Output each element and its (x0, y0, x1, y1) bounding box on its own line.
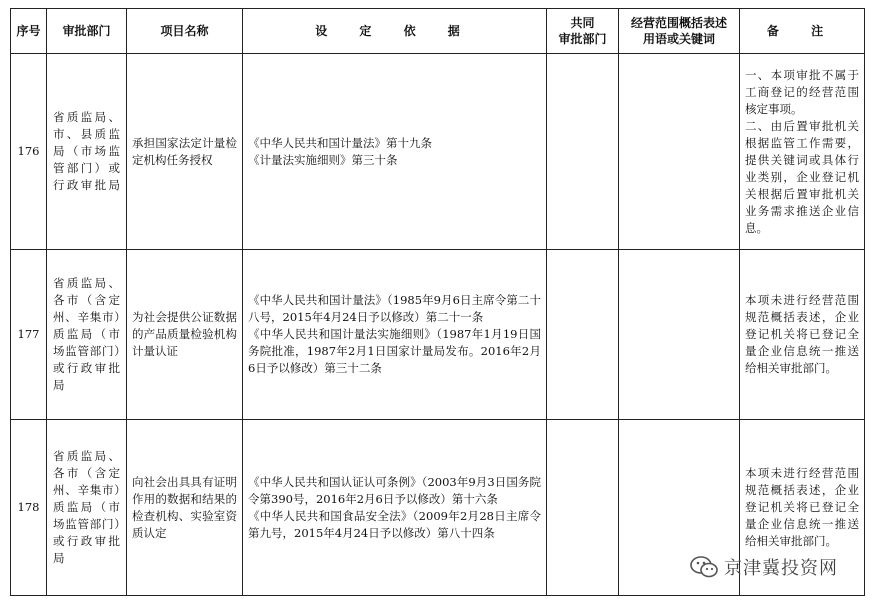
row-note (740, 250, 865, 420)
row-joint (547, 420, 619, 596)
row-no: 178 (11, 420, 47, 596)
row-dept: 省质监局、各市（含定州、辛集市）质监局（市场监管部门）或行政审批局 (47, 250, 127, 420)
header-joint (547, 9, 619, 54)
row-dept: 省质监局、各市（含定州、辛集市）质监局（市场监管部门）或行政审批局 (47, 420, 127, 596)
watermark (690, 554, 838, 580)
row-joint (547, 250, 619, 420)
basis-line: 《计量法实施细则》第三十条 (248, 152, 398, 167)
row-dept: 省质监局、市、县质监局（市场监管部门）或行政审批局 (47, 54, 127, 250)
row-basis (243, 54, 547, 250)
header-scope (619, 9, 740, 54)
row-scope (619, 250, 740, 420)
note-line: 本项未进行经营范围规范概括表述，企业登记机关将已登记全量企业信息统一推送给相关审批部门。 (745, 466, 859, 548)
row-scope (619, 54, 740, 250)
header-basis-text: 设 定 依 据 (315, 24, 474, 38)
header-no: 序号 (11, 9, 47, 54)
header-row (11, 9, 865, 54)
table-row (11, 250, 865, 420)
watermark-text: 京津冀投资网 (724, 558, 838, 579)
header-joint-line2: 审批部门 (558, 32, 607, 46)
row-name: 为社会提供公证数据的产品质量检验机构计量认证 (127, 250, 243, 420)
row-no: 177 (11, 250, 47, 420)
basis-line: 《中华人民共和国食品安全法》（2009年2月28日主席令第九号，2015年4月24日予以修改）第八十四条 (248, 508, 541, 540)
header-dept: 审批部门 (47, 9, 127, 54)
approval-items-table (10, 8, 865, 596)
header-name: 项目名称 (127, 9, 243, 54)
header-joint-line1: 共同 (570, 16, 595, 30)
note-line: 一、本项审批不属于工商登记的经营范围核定事项。 (745, 67, 859, 116)
row-no: 176 (11, 54, 47, 250)
note-line: 本项未进行经营范围规范概括表述，企业登记机关将已登记全量企业信息统一推送给相关审批部门。 (745, 293, 859, 375)
basis-line: 《中华人民共和国计量法》（1985年9月6日主席令第二十八号，2015年4月24日予以修改）第二十一条 (248, 293, 541, 324)
header-note-text: 备 注 (766, 24, 838, 38)
table-row (11, 54, 865, 250)
row-basis (243, 250, 547, 420)
basis-line: 《中华人民共和国计量法》第十九条 (248, 135, 432, 150)
note-line: 二、由后置审批机关根据监管工作需要，提供关键词或具体行业类别，企业登记机关根据后置审批机关业务需求推送企业信息。 (745, 118, 859, 235)
header-scope-line2: 用语或关键词 (642, 32, 715, 46)
row-note (740, 54, 865, 250)
basis-line: 《中华人民共和国认证认可条例》（2003年9月3日国务院令第390号，2016年2月6日予以修改）第十六条 (248, 474, 541, 506)
row-name: 向社会出具具有证明作用的数据和结果的检查机构、实验室资质认定 (127, 420, 243, 596)
wechat-icon (690, 556, 718, 578)
row-basis (243, 420, 547, 596)
row-name: 承担国家法定计量检定机构任务授权 (127, 54, 243, 250)
header-scope-line1: 经营范围概括表述 (630, 16, 727, 30)
basis-line: 《中华人民共和国计量法实施细则》（1987年1月19日国务院批准，1987年2月1日国家计量局发布。2016年2月6日予以修改）第三十二条 (248, 327, 541, 375)
header-note (740, 9, 865, 54)
row-joint (547, 54, 619, 250)
header-basis (243, 9, 547, 54)
